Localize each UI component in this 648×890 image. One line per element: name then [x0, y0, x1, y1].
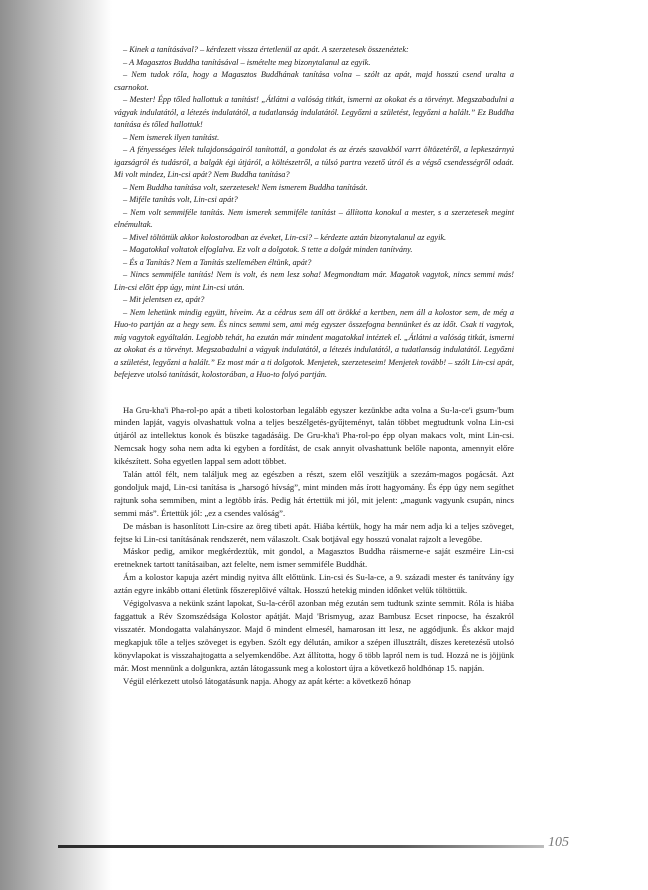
- dialogue-line: – Mester! Épp tőled hallottuk a tanítást! „Átlátni a valóság titkát, ismerni az okokat és a törvényt. Megszabadulni a vágyak indulatától, a létezés indulatától, a tudatlanság indulatától. Legyőzni a születést, legyőzni a halált.” Ez Buddha tanítása és tőled hallottuk!: [114, 95, 514, 129]
- dialogue-line: – Miféle tanítás volt, Lin-csi apát?: [123, 195, 238, 204]
- dialogue-line: – A fényességes lélek tulajdonságairól tanítottál, a gondolat és az érzés szavakból varrt öltözetéről, a lepkeszárnyú igazságról és tudásról, a balgák égi útjáról, a költészetről, a túlsó partra vezető útról és a végső csendességről odaát. Mi volt mindez, Lin-csi apát? Nem Buddha tanítása?: [114, 145, 514, 179]
- prose-paragraph: Végigolvasva a nekünk szánt lapokat, Su-la-céről azonban még ezután sem tudtunk szinte semmit. Róla is hiába faggattuk a Rév Szomszédsága Kolostor apátját. Majd 'Brismyug, azaz Bambusz Ecset rinpocse, ha északról visszatér. Mondogatta valahányszor. Majd ő mindent elmesél, hamarosan itt lesz, ne aggódjunk. És akkor majd megkapjuk tőle a teljes szöveget is egyben. Szólt egy délután, amikor a szépen illusztrált, díszes keretezésű utolsó könyvlapokat is visszahajtogatta a selyemkendőbe. Azt állította, hogy ő több lapról nem is tud. Hozzá ne is jöjjünk már. Most mennünk a dolgunkra, aztán látogassunk meg a kolostort újra a következő holdhónap 15. napján.: [114, 598, 514, 673]
- footer-rule: [58, 845, 544, 848]
- page-edge-shadow: [0, 0, 112, 890]
- dialogue-line: – Kinek a tanításával? – kérdezett vissza értetlenül az apát. A szerzetesek összenéztek:: [123, 45, 409, 54]
- dialogue-line: – Nem lehetünk mindig együtt, híveim. Az a cédrus sem áll ott örökké a kertben, nem áll a kolostor sem, de még a Huo-to partján az a hegy sem. És nincs semmi sem, ami még egyszer összefogna bennünket és az időt. Csak ti vagytok, míg vagytok egyáltalán. Legjobb tehát, ha ezután már mindent magatokkal intéztek el. „Átlátni a valóság titkát, ismerni az okokat és a törvényt. Megszabadulni a vágyak indulatától, a létezés indulatától, a tudatlanság indulatától. Legyőzni a születést, legyőzni a halált.” Ez most már a ti dolgotok. Menjetek, szerzeteseim! Menjetek tovább! – szólt Lin-csi apát, befejezve utolsó tanítását, kolostorában, a Huo-to folyó partján.: [114, 307, 514, 379]
- dialogue-line: – Nem tudok róla, hogy a Magasztos Buddhának tanítása volna – szólt az apát, majd hosszú csend uralta a csarnokot.: [114, 70, 514, 92]
- prose-paragraph: Máskor pedig, amikor megkérdeztük, mit gondol, a Magasztos Buddha ráismerne-e saját eszméire Lin-csi eretneknek tartott tanításaiban, azt felelte, nem ismer semmiféle Buddhát.: [114, 546, 514, 570]
- dialogue-section: [114, 44, 514, 382]
- dialogue-line: – Nem volt semmiféle tanítás. Nem ismerek semmiféle tanítást – állította konokul a mester, s a szerzetesek megint elnémultak.: [114, 207, 514, 229]
- page-body: [114, 44, 514, 687]
- dialogue-line: – Nem Buddha tanítása volt, szerzetesek! Nem ismerem Buddha tanítását.: [123, 182, 368, 192]
- dialogue-line: – Nincs semmiféle tanítás! Nem is volt, és nem lesz soha! Megmondtam már. Magatok vagytok, nincs semmi más! Lin-csi előtt épp úgy, mint Lin-csi után.: [114, 270, 514, 292]
- dialogue-line: – Magatokkal voltatok elfoglalva. Ez volt a dolgotok. S tette a dolgát minden tanítvány.: [123, 245, 413, 254]
- prose-paragraph: Végül elérkezett utolsó látogatásunk napja. Ahogy az apát kérte: a következő hónap: [123, 675, 411, 686]
- dialogue-line: – És a Tanítás? Nem a Tanítás szellemében éltünk, apát?: [123, 257, 312, 267]
- prose-paragraph: Ha Gru-kha'i Pha-rol-po apát a tibeti kolostorban legalább egyszer kezünkbe adta volna a Su-la-ce'i gsum-'bum minden lapját, vagyis olvashattuk volna a teljes beszélgetés-gyűjteményt, talán többet megtudtunk volna Lin-csi útjáról az intellektus konok és büszke tagadásáig. De Gru-kha'i Pha-rol-po épp olyan makacs volt, mint Lin-csi. Nemcsak hogy soha nem adta ki egyben a fordítást, de csak annyit olvashattunk belőle naponta, amennyit előre kikészített. Soha egyetlen lappal sem adott többet.: [114, 404, 514, 467]
- prose-paragraph: Talán attól félt, nem találjuk meg az egészben a részt, szem elől veszítjük a szezám-magos pogácsát. Azt gondoljuk majd, Lin-csi tanítása is „harsogó hívság”, mint minden más írott hagyomány. És épp úgy nem segíthet rajtunk soha semmiben, mint a legtöbb írás. Pedig hát értettük mi jól, mit jelent: „magunk vagyunk csupán, nincs semmi más”. Értettük jól: „ez a csendes valóság”.: [114, 469, 514, 518]
- dialogue-line: – Nem ismerek ilyen tanítást.: [123, 132, 220, 142]
- prose-paragraph: Ám a kolostor kapuja azért mindig nyitva állt előttünk. Lin-csi és Su-la-ce, a 9. századi mester és tanítvány így aztán egyre inkább ottani életünk főszereplőivé váltak. Hosszú hetekig minden időnket velük töltöttük.: [114, 572, 514, 596]
- dialogue-line: – A Magasztos Buddha tanításával – ismételte meg bizonytalanul az egyik.: [123, 57, 371, 67]
- page-number: 105: [548, 835, 569, 850]
- prose-paragraph: De másban is hasonlított Lin-csire az öreg tibeti apát. Hiába kértük, hogy ha már nem adja ki a teljes szöveget, fejtse ki Lin-csi tanításának rendszerét, nem válaszolt. Csak botjával egy hosszú vonalat rajzolt a levegőbe.: [114, 520, 514, 544]
- prose-section: [114, 404, 514, 688]
- dialogue-line: – Mivel töltöttük akkor kolostorodban az éveket, Lin-csi? – kérdezte aztán bizonytalanul az egyik.: [123, 232, 447, 242]
- dialogue-line: – Mit jelentsen ez, apát?: [123, 295, 205, 304]
